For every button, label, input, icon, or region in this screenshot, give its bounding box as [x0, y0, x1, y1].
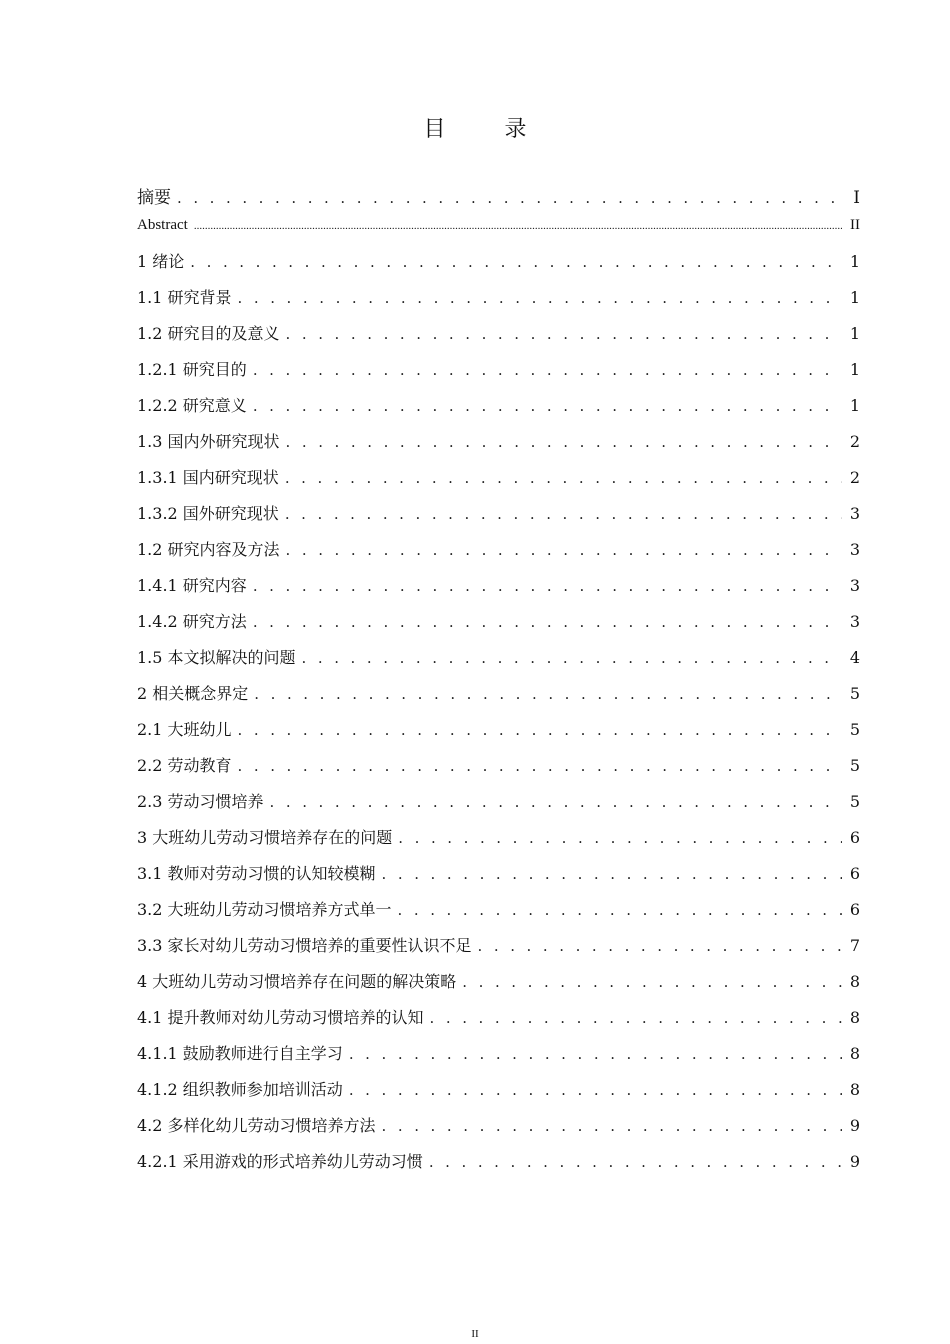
dot-leader	[382, 865, 842, 883]
toc-entry[interactable]	[137, 1113, 860, 1149]
toc-entry-page: 8	[849, 1044, 860, 1063]
toc-entry-label: 4 大班幼儿劳动习惯培养存在问题的解决策略	[137, 972, 457, 991]
toc-entry[interactable]	[137, 897, 860, 933]
toc-entry-page: 8	[849, 1080, 860, 1099]
toc-entry[interactable]	[137, 1149, 860, 1185]
toc-entry[interactable]	[137, 465, 860, 501]
toc-entry[interactable]	[137, 969, 860, 1005]
toc-entry-label: 1.3.1 国内研究现状	[137, 468, 279, 487]
dot-leader	[253, 361, 842, 379]
toc-entry[interactable]	[137, 573, 860, 609]
toc-entry-page: 5	[849, 792, 860, 811]
toc-entry[interactable]	[137, 501, 860, 537]
dot-leader	[398, 829, 842, 847]
toc-entry-label: 1.1 研究背景	[137, 288, 232, 307]
toc-entry[interactable]	[137, 393, 860, 429]
toc-entry[interactable]	[137, 249, 860, 285]
toc-entry-page: 9	[849, 1116, 860, 1135]
toc-entry-page: 6	[849, 900, 860, 919]
toc-entry-label: 1.4.2 研究方法	[137, 612, 247, 631]
dot-leader	[398, 901, 842, 919]
toc-entry-label: 1.2 研究目的及意义	[137, 324, 280, 343]
dot-leader	[238, 289, 842, 307]
dot-leader	[349, 1045, 842, 1063]
toc-entry-page: 6	[849, 828, 860, 847]
toc-entry[interactable]	[137, 645, 860, 681]
toc-entry-page: II	[850, 217, 860, 233]
dot-leader	[462, 973, 842, 991]
table-of-contents	[137, 183, 860, 1185]
toc-entry-page: 9	[849, 1152, 860, 1171]
toc-entry-page: 8	[849, 1008, 860, 1027]
toc-entry-page: 1	[849, 360, 860, 379]
toc-entry[interactable]	[137, 321, 860, 357]
dot-leader	[286, 325, 842, 343]
dot-leader	[285, 469, 842, 487]
toc-entry-page: I	[853, 188, 860, 208]
toc-entry[interactable]	[137, 861, 860, 897]
toc-entry-page: 3	[849, 504, 860, 523]
toc-entry-label: 2 相关概念界定	[137, 684, 249, 703]
dot-leader	[382, 1117, 842, 1135]
toc-entry-page: 2	[849, 432, 860, 451]
dot-leader	[478, 937, 842, 955]
toc-entry-label: 4.1.1 鼓励教师进行自主学习	[137, 1044, 343, 1063]
toc-entry-label: 4.1 提升教师对幼儿劳动习惯培养的认知	[137, 1008, 424, 1027]
toc-entry[interactable]	[137, 933, 860, 969]
toc-entry[interactable]	[137, 357, 860, 393]
dot-leader	[238, 721, 842, 739]
toc-entry-page: 3	[849, 540, 860, 559]
toc-entry-label: 3 大班幼儿劳动习惯培养存在的问题	[137, 828, 393, 847]
toc-entry-page: 3	[849, 612, 860, 631]
dot-leader	[286, 433, 842, 451]
toc-entry[interactable]	[137, 609, 860, 645]
toc-entry-label: 1.2.1 研究目的	[137, 360, 247, 379]
toc-entry[interactable]	[137, 717, 860, 753]
toc-entry-label: 1.4.1 研究内容	[137, 576, 247, 595]
toc-entry[interactable]	[137, 429, 860, 465]
toc-entry-page: 5	[849, 720, 860, 739]
toc-entry[interactable]	[137, 825, 860, 861]
toc-entry-label: 2.2 劳动教育	[137, 756, 232, 775]
toc-entry[interactable]	[137, 1041, 860, 1077]
toc-entry-label: 4.2 多样化幼儿劳动习惯培养方法	[137, 1116, 376, 1135]
toc-entry-label: 1.2.2 研究意义	[137, 396, 247, 415]
dot-leader	[254, 685, 842, 703]
toc-entry-label: 1.5 本文拟解决的问题	[137, 648, 296, 667]
toc-entry-page: 8	[849, 972, 860, 991]
toc-entry-page: 3	[849, 576, 860, 595]
toc-entry-page: 1	[849, 396, 860, 415]
dot-leader	[430, 1009, 842, 1027]
dot-leader	[253, 613, 842, 631]
toc-entry-page: 1	[849, 252, 860, 271]
toc-entry-page: 5	[849, 756, 860, 775]
toc-entry-label: 4.1.2 组织教师参加培训活动	[137, 1080, 343, 1099]
page-title: 目 录	[423, 117, 553, 142]
dot-leader	[238, 757, 842, 775]
dot-leader	[429, 1153, 842, 1171]
toc-entry[interactable]	[137, 285, 860, 321]
dot-leader	[177, 189, 842, 207]
toc-entry-page: 1	[849, 324, 860, 343]
toc-entry[interactable]	[137, 537, 860, 573]
toc-entry-label: 2.1 大班幼儿	[137, 720, 232, 739]
toc-entry-page: 7	[849, 936, 860, 955]
toc-entry[interactable]	[137, 217, 860, 249]
toc-entry-page: 2	[849, 468, 860, 487]
toc-entry[interactable]	[137, 789, 860, 825]
dot-leader	[253, 577, 842, 595]
toc-entry-label: 4.2.1 采用游戏的形式培养幼儿劳动习惯	[137, 1152, 423, 1171]
toc-entry-label: Abstract	[137, 217, 188, 233]
dot-leader	[190, 253, 842, 271]
toc-entry-label: 3.1 教师对劳动习惯的认知较模糊	[137, 864, 376, 883]
toc-entry-page: 6	[849, 864, 860, 883]
toc-entry-label: 2.3 劳动习惯培养	[137, 792, 264, 811]
toc-entry-label: 3.3 家长对幼儿劳动习惯培养的重要性认识不足	[137, 936, 472, 955]
toc-entry-label: 1.2 研究内容及方法	[137, 540, 280, 559]
dot-leader	[253, 397, 842, 415]
toc-entry-label: 1.3 国内外研究现状	[137, 432, 280, 451]
toc-entry-label: 1 绪论	[137, 252, 185, 271]
dot-leader	[270, 793, 842, 811]
toc-entry[interactable]	[137, 1077, 860, 1113]
toc-entry[interactable]	[137, 183, 860, 217]
toc-entry[interactable]	[137, 753, 860, 789]
toc-entry[interactable]	[137, 1005, 860, 1041]
toc-entry-label: 1.3.2 国外研究现状	[137, 504, 279, 523]
toc-entry-page: 4	[849, 648, 860, 667]
toc-entry[interactable]	[137, 681, 860, 717]
toc-entry-page: 5	[849, 684, 860, 703]
dot-leader	[286, 541, 842, 559]
dot-leader	[285, 505, 842, 523]
dot-leader	[302, 649, 842, 667]
toc-entry-page: 1	[849, 288, 860, 307]
dot-leader	[194, 220, 842, 232]
toc-entry-label: 3.2 大班幼儿劳动习惯培养方式单一	[137, 900, 392, 919]
dot-leader	[349, 1081, 842, 1099]
page-number: II	[471, 1328, 479, 1340]
toc-entry-label: 摘要	[137, 188, 171, 208]
